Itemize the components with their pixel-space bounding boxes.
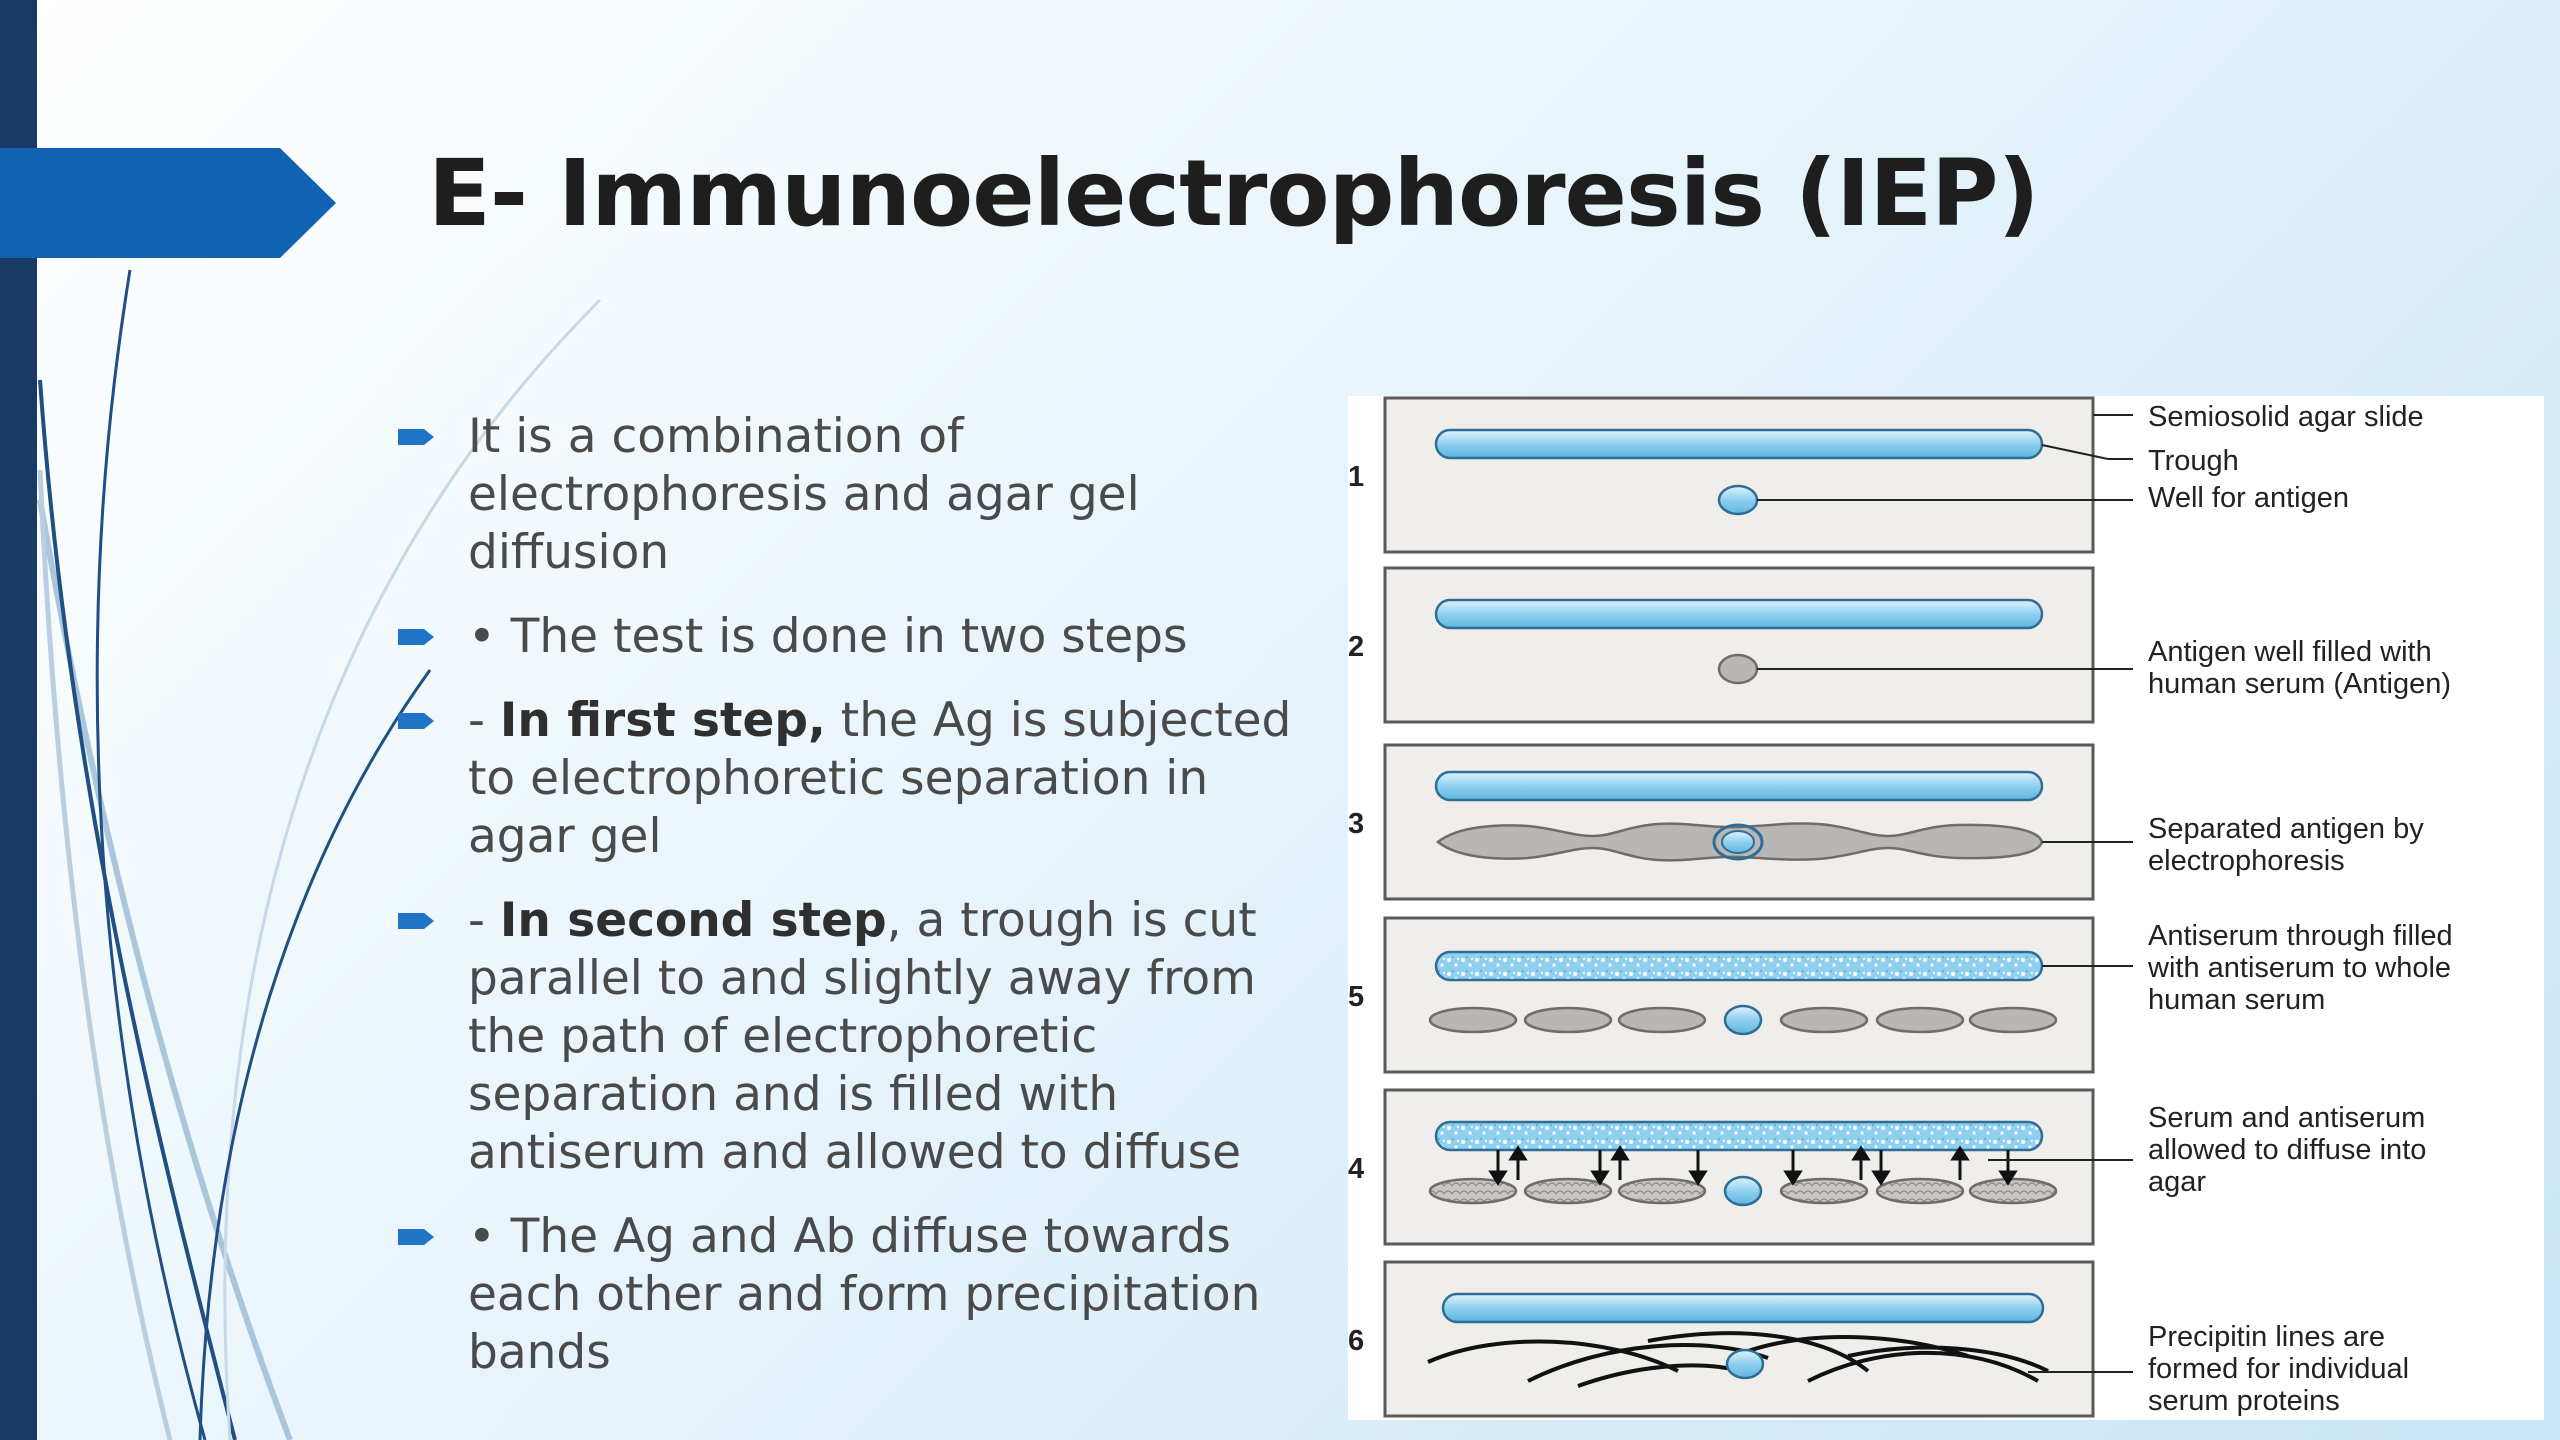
bullet-text: The Ag and Ab diffuse towards each other and form precipitation bands (468, 1209, 1261, 1380)
callout-line-text: Semiosolid agar slide (2148, 401, 2424, 433)
antigen-well (1725, 1006, 1761, 1034)
callout-line-text: Trough (2148, 445, 2239, 477)
antigen-band (1877, 1008, 1963, 1032)
bullet-lead: - (468, 893, 500, 948)
antigen-band (1619, 1008, 1705, 1032)
agar-slide (1385, 398, 2093, 552)
callout-line-text: Antigen well filled with (2148, 636, 2432, 668)
bullet-list (396, 408, 1296, 1408)
callout-antigen-well-filled (2148, 636, 2451, 700)
diagram-row-3 (1348, 745, 2432, 899)
hatched-antigen-band (1430, 1179, 1516, 1203)
antigen-well (1719, 486, 1757, 514)
hatched-antigen-band (1877, 1179, 1963, 1203)
arrow-bullet-icon (398, 626, 436, 648)
callout-antiserum-trough (2147, 920, 2461, 1016)
callout-trough (2148, 445, 2239, 477)
bullet-item-3 (396, 692, 1296, 866)
bullet-text: , a trough is cut parallel to and slightly away from the path of electrophoretic separation and is filled with antiserum and allowed to diffuse (468, 893, 1257, 1180)
bullet-lead: • (468, 609, 511, 664)
callout-separated-antigen (2148, 813, 2432, 877)
callout-line-text: human serum (2148, 984, 2326, 1016)
diagram-row-1 (1348, 398, 2424, 552)
bullet-lead: - (468, 693, 500, 748)
callout-line-text: serum proteins (2148, 1385, 2340, 1417)
diagram-row-5 (1348, 918, 2461, 1072)
antigen-band (1970, 1008, 2056, 1032)
antiserum-trough (1436, 1122, 2042, 1150)
hatched-antigen-band (1970, 1179, 2056, 1203)
bullet-text: the Ag is subjected to electrophoretic separation in agar gel (468, 693, 1292, 864)
trough (1436, 430, 2042, 458)
row-label: 4 (1348, 1153, 1365, 1185)
row-label: 5 (1348, 981, 1365, 1013)
arrow-bullet-icon (398, 910, 436, 932)
bullet-lead: • (468, 1209, 511, 1264)
callout-precipitin-lines (2148, 1321, 2417, 1417)
iep-diagram-card (1348, 396, 2544, 1420)
callout-line-text: Antiserum through filled (2148, 920, 2453, 952)
arrow-bullet-icon (398, 426, 436, 448)
arrow-bullet-icon (398, 1226, 436, 1248)
agar-slide (1385, 568, 2093, 722)
diagram-row-4 (1348, 1090, 2434, 1244)
agar-slide (1385, 1262, 2093, 1416)
callout-line-text: human serum (Antigen) (2148, 668, 2452, 700)
serum-filled-well (1719, 655, 1757, 683)
bullet-bold: In second step (499, 893, 887, 948)
callout-semisolid-agar-slide (2148, 401, 2424, 433)
agar-slide (1385, 1090, 2093, 1244)
trough (1436, 772, 2042, 800)
callout-well-for-antigen (2148, 482, 2349, 514)
iep-diagram (1348, 396, 2544, 1420)
bullet-bold: In first step, (499, 693, 826, 748)
row-label: 6 (1348, 1325, 1365, 1357)
antigen-band (1525, 1008, 1611, 1032)
trough (1443, 1294, 2043, 1322)
callout-line-text: Precipitin lines are (2148, 1321, 2385, 1353)
antigen-band (1430, 1008, 1516, 1032)
agar-slide (1385, 918, 2093, 1072)
bullet-item-2 (396, 608, 1296, 666)
callout-line-text: Serum and antiserum (2148, 1102, 2426, 1134)
bullet-item-1 (396, 408, 1296, 582)
callout-line-text: formed for individual (2148, 1353, 2410, 1385)
callout-line-text: electrophoresis (2148, 845, 2345, 877)
hatched-antigen-band (1619, 1179, 1705, 1203)
row-label: 3 (1348, 808, 1365, 840)
callout-line-text: Well for antigen (2148, 482, 2349, 514)
bullet-text: It is a combination of electrophoresis and agar gel diffusion (468, 409, 1140, 580)
callout-line-text: with antiserum to whole (2148, 952, 2452, 984)
arrow-bullet-icon (398, 710, 436, 732)
antiserum-trough (1436, 952, 2042, 980)
bullet-item-4 (396, 892, 1296, 1182)
trough (1436, 600, 2042, 628)
bullet-item-5 (396, 1208, 1296, 1382)
agar-slide (1385, 745, 2093, 899)
row-label: 1 (1348, 461, 1365, 493)
antigen-band (1781, 1008, 1867, 1032)
antigen-well (1727, 1350, 1763, 1378)
callout-line-text: agar (2148, 1166, 2207, 1198)
callout-line-text: Separated antigen by (2148, 813, 2424, 845)
callout-serum-antiserum-diffuse (2148, 1102, 2434, 1198)
callout-line-text: allowed to diffuse into (2148, 1134, 2427, 1166)
bullet-text: The test is done in two steps (510, 609, 1188, 664)
diagram-row-6 (1348, 1262, 2417, 1417)
antigen-well-inner (1722, 831, 1754, 853)
antigen-well (1725, 1177, 1761, 1205)
row-label: 2 (1348, 631, 1365, 663)
diagram-row-2 (1348, 568, 2451, 722)
slide-title: E- Immunoelectrophoresis (IEP) (428, 140, 2039, 247)
